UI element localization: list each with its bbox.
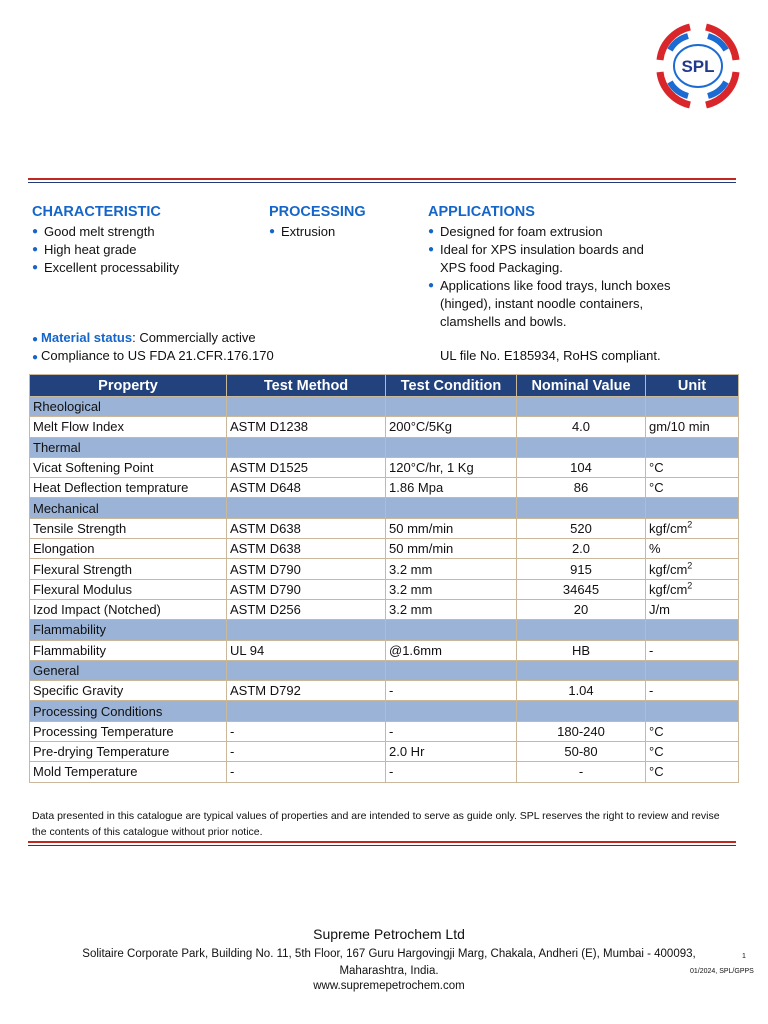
cell-unit-text: gm/10 min: [649, 419, 710, 435]
header-unit: Unit: [646, 375, 739, 397]
table-row: [30, 742, 739, 762]
address-line: Solitaire Corporate Park, Building No. 11, 5th Floor, 167 Guru Hargovingji Marg, Chakala, Andheri (E), Mumbai - 400093,: [82, 948, 696, 960]
group-label: Processing Conditions: [30, 701, 227, 721]
cell-unit: [646, 640, 739, 660]
cell-nominal-value: [517, 742, 646, 762]
cell-unit-text: kgf/cm: [649, 581, 688, 597]
application-line: (hinged), instant noodle containers,: [440, 296, 644, 311]
cell-unit: [646, 417, 739, 437]
table-row: [30, 579, 739, 599]
address-line: Maharashtra, India.: [339, 965, 439, 977]
bullet-icon: ●: [32, 334, 39, 345]
unit-superscript: 2: [687, 580, 693, 591]
cell-test-condition: [386, 417, 517, 437]
cell-test-condition-text: 1.86 Mpa: [389, 480, 444, 496]
cell-property: [30, 599, 227, 619]
group-cell: [517, 660, 646, 680]
group-cell: [646, 701, 739, 721]
cell-property: [30, 640, 227, 660]
cell-test-method: [227, 478, 386, 498]
cell-property-text: Processing Temperature: [33, 723, 174, 739]
table-row: [30, 457, 739, 477]
bullet-icon: ●: [32, 352, 39, 363]
cell-property-text: Flexural Modulus: [33, 581, 132, 597]
table-row: [30, 559, 739, 579]
cell-property-text: Vicat Softening Point: [33, 460, 154, 476]
cell-unit-text: kgf/cm: [649, 520, 688, 536]
table-row: [30, 599, 739, 619]
cell-property-text: Izod Impact (Notched): [33, 602, 161, 618]
table-row: [30, 417, 739, 437]
cell-property-text: Flammability: [33, 642, 106, 658]
table-group-row: [30, 701, 739, 721]
cell-nominal-value: [517, 559, 646, 579]
cell-unit-text: °C: [649, 480, 664, 496]
cell-test-condition-text: 50 mm/min: [389, 520, 454, 536]
cell-nominal-value-text: 4.0: [571, 419, 591, 435]
material-status-label: Material status: [41, 330, 133, 345]
cell-test-condition-text: 3.2 mm: [389, 581, 433, 597]
cell-unit: [646, 518, 739, 538]
page-number: 1: [742, 953, 746, 960]
cell-test-condition-text: 2.0 Hr: [389, 744, 425, 760]
table-row: [30, 478, 739, 498]
applications-heading: APPLICATIONS: [428, 204, 535, 220]
cell-test-method: [227, 681, 386, 701]
table-header-row: [30, 375, 739, 397]
cell-property: [30, 539, 227, 559]
header-property: Property: [30, 375, 227, 397]
cell-property-text: Melt Flow Index: [33, 419, 125, 435]
disclaimer-text: Data presented in this catalogue are typical values of properties and are intended to serve as guide only. SPL reserves the right to review and revise the contents of this catalogue without prior notice.: [32, 810, 720, 838]
table-group-row: [30, 660, 739, 680]
properties-table: [29, 374, 739, 783]
cell-nominal-value-text: 1.04: [568, 683, 594, 699]
cell-nominal-value-text: -: [578, 764, 584, 780]
cell-test-method: [227, 762, 386, 782]
cell-property-text: Heat Deflection temprature: [33, 480, 189, 496]
cell-test-condition-text: 200°C/5Kg: [389, 419, 453, 435]
cell-test-condition: [386, 721, 517, 741]
table-row: [30, 681, 739, 701]
group-cell: [227, 701, 386, 721]
cell-property: [30, 478, 227, 498]
unit-superscript: 2: [687, 519, 693, 530]
ul-file-line: [440, 347, 661, 365]
processing-item: ● Extrusion: [269, 223, 366, 241]
cell-property: [30, 742, 227, 762]
group-cell: [386, 437, 517, 457]
cell-nominal-value: [517, 457, 646, 477]
table-body: [30, 397, 739, 783]
application-item: [428, 223, 671, 241]
cell-test-condition-text: @1.6mm: [389, 642, 442, 658]
cell-test-condition: [386, 579, 517, 599]
logo-text: SPL: [681, 57, 715, 76]
cell-test-method-text: -: [230, 764, 235, 780]
cell-nominal-value: [517, 599, 646, 619]
cell-unit: [646, 762, 739, 782]
cell-nominal-value-text: 50-80: [564, 744, 598, 760]
cell-test-method: [227, 518, 386, 538]
cell-nominal-value: [517, 762, 646, 782]
cell-unit: [646, 721, 739, 741]
group-cell: [646, 437, 739, 457]
cell-property: [30, 762, 227, 782]
cell-property: [30, 518, 227, 538]
group-cell: [227, 498, 386, 518]
cell-unit-text: %: [649, 541, 661, 557]
cell-property-text: Specific Gravity: [33, 683, 124, 699]
characteristic-item: ● Excellent processability: [32, 259, 179, 277]
group-cell: [386, 498, 517, 518]
company-name: Supreme Petrochem Ltd: [313, 926, 465, 942]
cell-property-text: Elongation: [33, 541, 95, 557]
compliance-line: [32, 347, 274, 367]
cell-test-condition: [386, 457, 517, 477]
cell-nominal-value: [517, 478, 646, 498]
cell-nominal-value: [517, 518, 646, 538]
application-line: XPS food Packaging.: [440, 260, 563, 275]
header-nominal-value: Nominal Value: [517, 375, 646, 397]
cell-test-method-text: -: [230, 744, 235, 760]
material-status: [32, 329, 256, 349]
cell-test-method-text: ASTM D790: [230, 581, 301, 597]
cell-test-condition: [386, 539, 517, 559]
cell-test-condition: [386, 762, 517, 782]
application-line: Ideal for XPS insulation boards and: [440, 242, 644, 257]
cell-nominal-value-text: HB: [571, 642, 591, 658]
cell-nominal-value-text: 86: [573, 480, 589, 496]
processing-section: [269, 203, 366, 241]
cell-unit: [646, 559, 739, 579]
cell-test-method: [227, 539, 386, 559]
cell-test-method-text: ASTM D792: [230, 683, 301, 699]
group-cell: [646, 397, 739, 417]
processing-heading: PROCESSING: [269, 204, 366, 220]
group-cell: [386, 620, 517, 640]
cell-test-method-text: ASTM D790: [230, 561, 301, 577]
group-cell: [386, 701, 517, 721]
cell-test-method-text: ASTM D256: [230, 602, 301, 618]
cell-test-condition-text: -: [389, 723, 394, 739]
group-label: Flammability: [30, 620, 227, 640]
company-address: [0, 946, 768, 980]
cell-unit-text: °C: [649, 723, 664, 739]
group-label: Rheological: [30, 397, 227, 417]
application-line: clamshells and bowls.: [440, 314, 567, 329]
cell-test-method: [227, 599, 386, 619]
cell-test-condition: [386, 518, 517, 538]
cell-unit-text: °C: [649, 764, 664, 780]
group-cell: [517, 701, 646, 721]
cell-unit: [646, 457, 739, 477]
cell-unit: [646, 539, 739, 559]
cell-unit-text: °C: [649, 460, 664, 476]
cell-property: [30, 681, 227, 701]
cell-test-method-text: ASTM D638: [230, 520, 301, 536]
cell-nominal-value-text: 104: [570, 460, 592, 476]
group-cell: [517, 620, 646, 640]
cell-test-condition-text: 50 mm/min: [389, 541, 454, 557]
cell-test-method: [227, 457, 386, 477]
cell-unit-text: kgf/cm: [649, 561, 688, 577]
website-link[interactable]: www.supremepetrochem.com: [313, 980, 465, 992]
cell-test-method-text: ASTM D1525: [230, 460, 309, 476]
cell-property: [30, 559, 227, 579]
cell-nominal-value-text: 20: [573, 602, 589, 618]
cell-test-condition: [386, 559, 517, 579]
table-row: [30, 721, 739, 741]
compliance-text: Compliance to US FDA 21.CFR.176.170: [41, 348, 274, 363]
cell-unit-text: -: [649, 683, 654, 699]
cell-property-text: Mold Temperature: [33, 764, 138, 780]
cell-nominal-value: [517, 417, 646, 437]
table-group-row: [30, 498, 739, 518]
group-cell: [386, 397, 517, 417]
table-row: [30, 539, 739, 559]
cell-unit: [646, 599, 739, 619]
cell-nominal-value: [517, 579, 646, 599]
cell-test-method-text: ASTM D638: [230, 541, 301, 557]
characteristic-heading: CHARACTERISTIC: [32, 204, 161, 220]
cell-test-method-text: ASTM D1238: [230, 419, 309, 435]
cell-unit: [646, 478, 739, 498]
cell-unit: [646, 681, 739, 701]
cell-nominal-value: [517, 721, 646, 741]
unit-superscript: 2: [687, 560, 693, 571]
cell-property: [30, 457, 227, 477]
group-label: General: [30, 660, 227, 680]
application-item: [428, 241, 671, 277]
material-status-value: : Commercially active: [132, 330, 256, 345]
group-cell: [517, 498, 646, 518]
cell-test-method-text: UL 94: [230, 642, 265, 658]
group-label: Mechanical: [30, 498, 227, 518]
cell-nominal-value-text: 2.0: [571, 541, 591, 557]
cell-test-method-text: -: [230, 723, 235, 739]
cell-test-condition-text: -: [389, 683, 394, 699]
cell-unit: [646, 742, 739, 762]
cell-test-method: [227, 579, 386, 599]
cell-nominal-value-text: 34645: [562, 581, 600, 597]
cell-property: [30, 721, 227, 741]
group-cell: [517, 437, 646, 457]
group-cell: [646, 498, 739, 518]
cell-nominal-value: [517, 681, 646, 701]
group-cell: [227, 660, 386, 680]
table-row: [30, 518, 739, 538]
cell-test-method-text: ASTM D648: [230, 480, 301, 496]
group-cell: [227, 437, 386, 457]
cell-unit: [646, 579, 739, 599]
table-group-row: [30, 397, 739, 417]
table-group-row: [30, 620, 739, 640]
cell-test-condition: [386, 742, 517, 762]
characteristic-section: [32, 203, 179, 277]
cell-property: [30, 579, 227, 599]
cell-unit-text: J/m: [649, 602, 670, 618]
footer-divider: [28, 841, 736, 846]
cell-test-condition: [386, 681, 517, 701]
spl-logo: [648, 20, 748, 112]
cell-property-text: Tensile Strength: [33, 520, 127, 536]
table-row: [30, 640, 739, 660]
header-test-method: Test Method: [227, 375, 386, 397]
cell-test-condition-text: -: [389, 764, 394, 780]
cell-nominal-value: [517, 640, 646, 660]
cell-test-condition-text: 3.2 mm: [389, 561, 433, 577]
cell-unit-text: -: [649, 642, 654, 658]
cell-test-condition-text: 120°C/hr, 1 Kg: [389, 460, 474, 476]
group-label: Thermal: [30, 437, 227, 457]
cell-property-text: Pre-drying Temperature: [33, 744, 170, 760]
cell-test-method: [227, 559, 386, 579]
characteristic-item: ● Good melt strength: [32, 223, 179, 241]
header-test-condition: Test Condition: [386, 375, 517, 397]
cell-test-condition-text: 3.2 mm: [389, 602, 433, 618]
group-cell: [227, 397, 386, 417]
application-item: [428, 277, 671, 331]
applications-section: [428, 203, 671, 331]
cell-test-condition: [386, 478, 517, 498]
cell-nominal-value-text: 520: [570, 520, 592, 536]
cell-test-method: [227, 721, 386, 741]
group-cell: [386, 660, 517, 680]
cell-nominal-value: [517, 539, 646, 559]
ul-file-text: UL file No. E185934, RoHS compliant.: [440, 348, 661, 363]
cell-test-method: [227, 742, 386, 762]
characteristic-item: ● High heat grade: [32, 241, 179, 259]
application-line: Designed for foam extrusion: [440, 224, 603, 239]
group-cell: [646, 620, 739, 640]
cell-test-condition: [386, 640, 517, 660]
cell-property: [30, 417, 227, 437]
table-row: [30, 762, 739, 782]
cell-test-method: [227, 640, 386, 660]
doc-reference: 01/2024, SPL/GPPS: [690, 968, 754, 975]
cell-nominal-value-text: 180-240: [557, 723, 605, 739]
cell-property-text: Flexural Strength: [33, 561, 132, 577]
application-line: Applications like food trays, lunch boxes: [440, 278, 671, 293]
table-group-row: [30, 437, 739, 457]
group-cell: [517, 397, 646, 417]
cell-test-condition: [386, 599, 517, 619]
group-cell: [227, 620, 386, 640]
header-divider: [28, 178, 736, 183]
group-cell: [646, 660, 739, 680]
cell-test-method: [227, 417, 386, 437]
cell-nominal-value-text: 915: [570, 561, 592, 577]
cell-unit-text: °C: [649, 744, 664, 760]
